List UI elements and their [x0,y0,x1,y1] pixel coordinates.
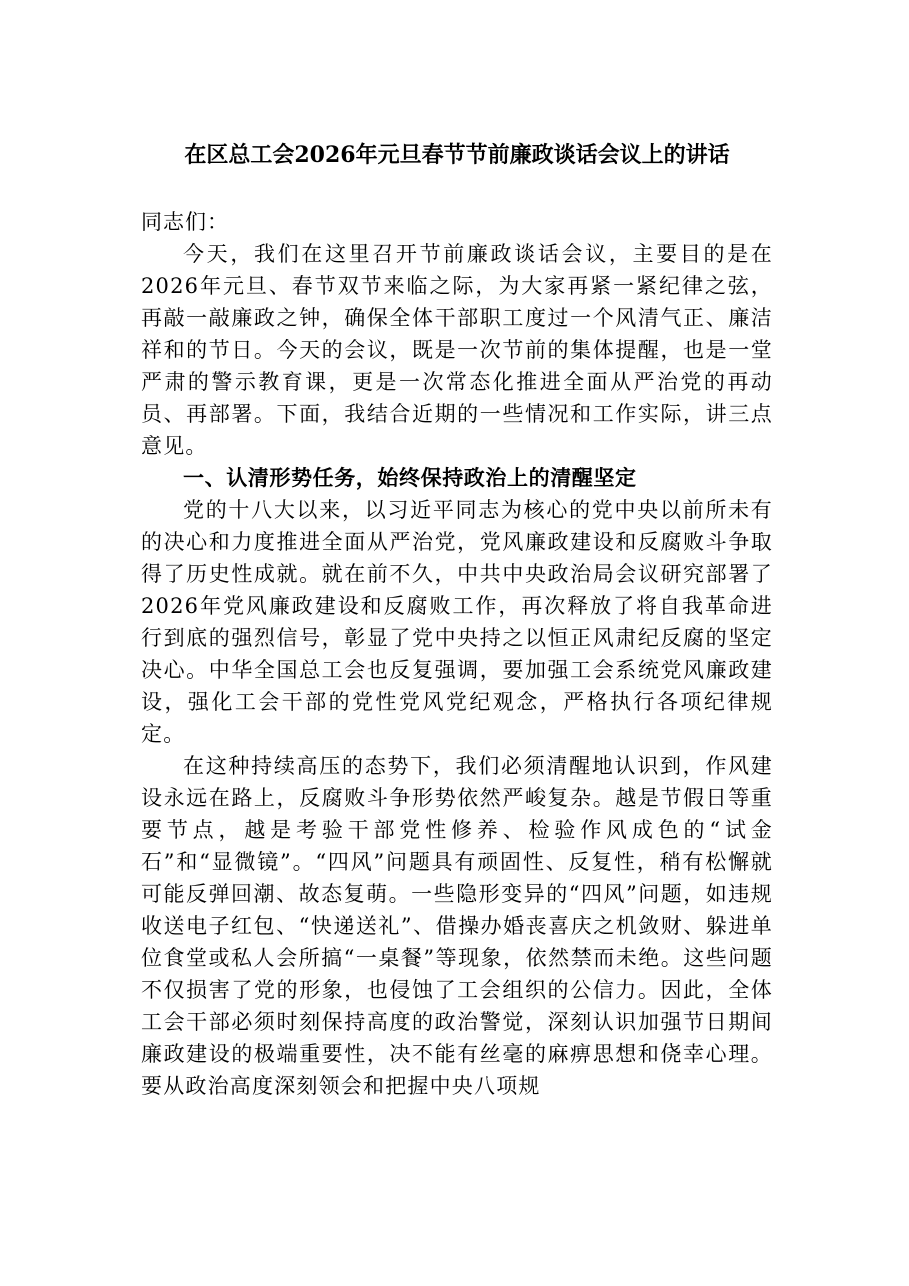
section-1-paragraph-1: 党的十八大以来，以习近平同志为核心的党中央以前所未有的决心和力度推进全面从严治党，党风廉政建设和反腐败斗争取得了历史性成就。就在前不久，中共中央政治局会议研究部署了2026年党风廉政建设和反腐败工作，再次释放了将自我革命进行到底的强烈信号，彰显了党中央持之以恒正风肃纪反腐的坚定决心。中华全国总工会也反复强调，要加强工会系统党风廉政建设，强化工会干部的党性党风党纪观念，严格执行各项纪律规定。 [141,498,773,746]
section-heading-1: 一、认清形势任务，始终保持政治上的清醒坚定 [183,466,637,490]
intro-paragraph: 今天，我们在这里召开节前廉政谈话会议，主要目的是在2026年元旦、春节双节来临之际，为大家再紧一紧纪律之弦，再敲一敲廉政之钟，确保全体干部职工度过一个风清气正、廉洁祥和的节日。今天的会议，既是一次节前的集体提醒，也是一堂严肃的警示教育课，更是一次常态化推进全面从严治党的再动员、再部署。下面，我结合近期的一些情况和工作实际，讲三点意见。 [141,242,773,458]
document-title: 在区总工会2026年元旦春节节前廉政谈话会议上的讲话 [184,142,730,168]
section-1-paragraph-2: 在这种持续高压的态势下，我们必须清醒地认识到，作风建设永远在路上，反腐败斗争形势依然严峻复杂。越是节假日等重要节点，越是考验干部党性修养、检验作风成色的“试金石”和“显微镜”。“四风”问题具有顽固性、反复性，稍有松懈就可能反弹回潮、故态复萌。一些隐形变异的“四风”问题，如违规收送电子红包、“快递送礼”、借操办婚丧喜庆之机敛财、躲进单位食堂或私人会所搞“一桌餐”等现象，依然禁而未绝。这些问题不仅损害了党的形象，也侵蚀了工会组织的公信力。因此，全体工会干部必须时刻保持高度的政治警觉，深刻认识加强节日期间廉政建设的极端重要性，决不能有丝毫的麻痹思想和侥幸心理。要从政治高度深刻领会和把握中央八项规 [141,754,773,1098]
document-page [141,140,773,1102]
greeting: 同志们： [141,210,229,234]
